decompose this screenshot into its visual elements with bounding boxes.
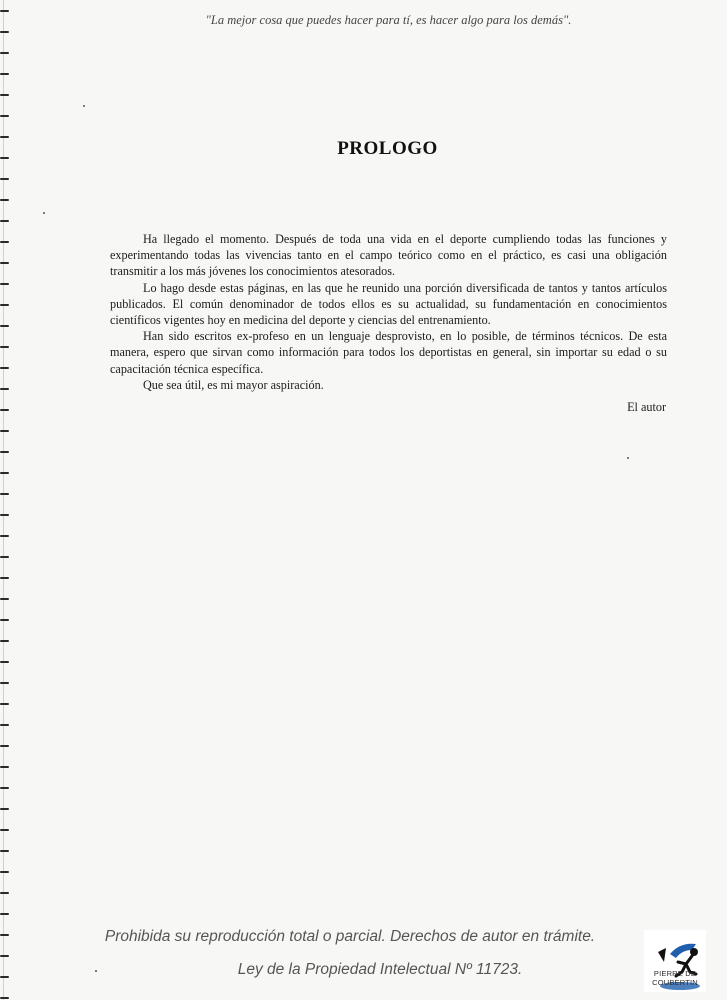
binding-ring <box>0 787 9 789</box>
binding-ring <box>0 829 9 831</box>
binding-ring <box>0 31 9 33</box>
binding-ring <box>0 430 9 432</box>
binding-ring <box>0 934 9 936</box>
binding-ring <box>0 514 9 516</box>
binding-ring <box>0 871 9 873</box>
paragraph: Que sea útil, es mi mayor aspiración. <box>143 377 324 392</box>
paragraph: Lo hago desde estas páginas, en las que he reunido una porción diversificada de tantos y tantos artículos publicados. El común denominador de todos ellos es su actualidad, su fundamentación en conocimientos científicos vigentes hoy en medicina del deporte y ciencias del entrenamiento. <box>110 280 667 328</box>
binding-ring <box>0 808 9 810</box>
binding-ring <box>0 241 9 243</box>
binding-ring <box>0 661 9 663</box>
binding-ring <box>0 367 9 369</box>
binding-ring <box>0 10 9 12</box>
binding-ring <box>0 724 9 726</box>
paper-speck <box>83 105 85 107</box>
binding-ring <box>0 997 9 999</box>
law-notice: Ley de la Propiedad Intelectual Nº 11723. <box>237 961 523 978</box>
binding-ring <box>0 955 9 957</box>
binding-ring <box>0 556 9 558</box>
binding-ring <box>0 577 9 579</box>
binding-ring <box>0 178 9 180</box>
paper-speck <box>627 457 629 459</box>
author-signature: El autor <box>627 400 666 414</box>
binding-ring <box>0 304 9 306</box>
binding-ring <box>0 52 9 54</box>
logo-caption: PIERRE DE COUBERTIN <box>652 969 698 987</box>
binding-ring <box>0 220 9 222</box>
binding-ring <box>0 472 9 474</box>
binding-ring <box>0 73 9 75</box>
paragraph: Han sido escritos ex-profeso en un lenguaje desprovisto, en lo posible, de términos técnicos. De esta manera, espero que sirvan como información para todos los deportistas en general, sin importar su edad o su capacitación técnica específica. <box>110 329 667 376</box>
prologue-body <box>110 231 667 393</box>
binding-ring <box>0 493 9 495</box>
binding-ring <box>0 325 9 327</box>
binding-ring <box>0 94 9 96</box>
header-motto: "La mejor cosa que puedes hacer para tí, es hacer algo para los demás". <box>205 13 572 27</box>
binding-ring <box>0 766 9 768</box>
binding-ring <box>0 619 9 621</box>
binding-ring <box>0 598 9 600</box>
binding-ring <box>0 850 9 852</box>
copyright-notice: Prohibida su reproducción total o parcial. Derechos de autor en trámite. <box>104 928 596 945</box>
binding-ring <box>0 346 9 348</box>
binding-ring <box>0 745 9 747</box>
binding-ring <box>0 535 9 537</box>
paragraph: Ha llegado el momento. Después de toda una vida en el deporte cumpliendo todas las funciones y experimentando todas las vivencias tanto en el campo teórico como en el práctico, es casi una obligación transmitir a los más jóvenes los conocimientos atesorados. <box>110 232 667 279</box>
binding-ring <box>0 703 9 705</box>
binding-ring <box>0 388 9 390</box>
binding-ring <box>0 913 9 915</box>
binding-ring <box>0 892 9 894</box>
binding-ring <box>0 262 9 264</box>
binding-ring <box>0 199 9 201</box>
paper-speck <box>95 970 97 972</box>
binding-ring <box>0 976 9 978</box>
page-title: PROLOGO <box>337 138 438 159</box>
binding-ring <box>0 115 9 117</box>
binding-ring <box>0 409 9 411</box>
binding-ring <box>0 451 9 453</box>
paper-speck <box>43 212 45 214</box>
binding-ring <box>0 283 9 285</box>
binding-ring <box>0 640 9 642</box>
binding-ring <box>0 682 9 684</box>
